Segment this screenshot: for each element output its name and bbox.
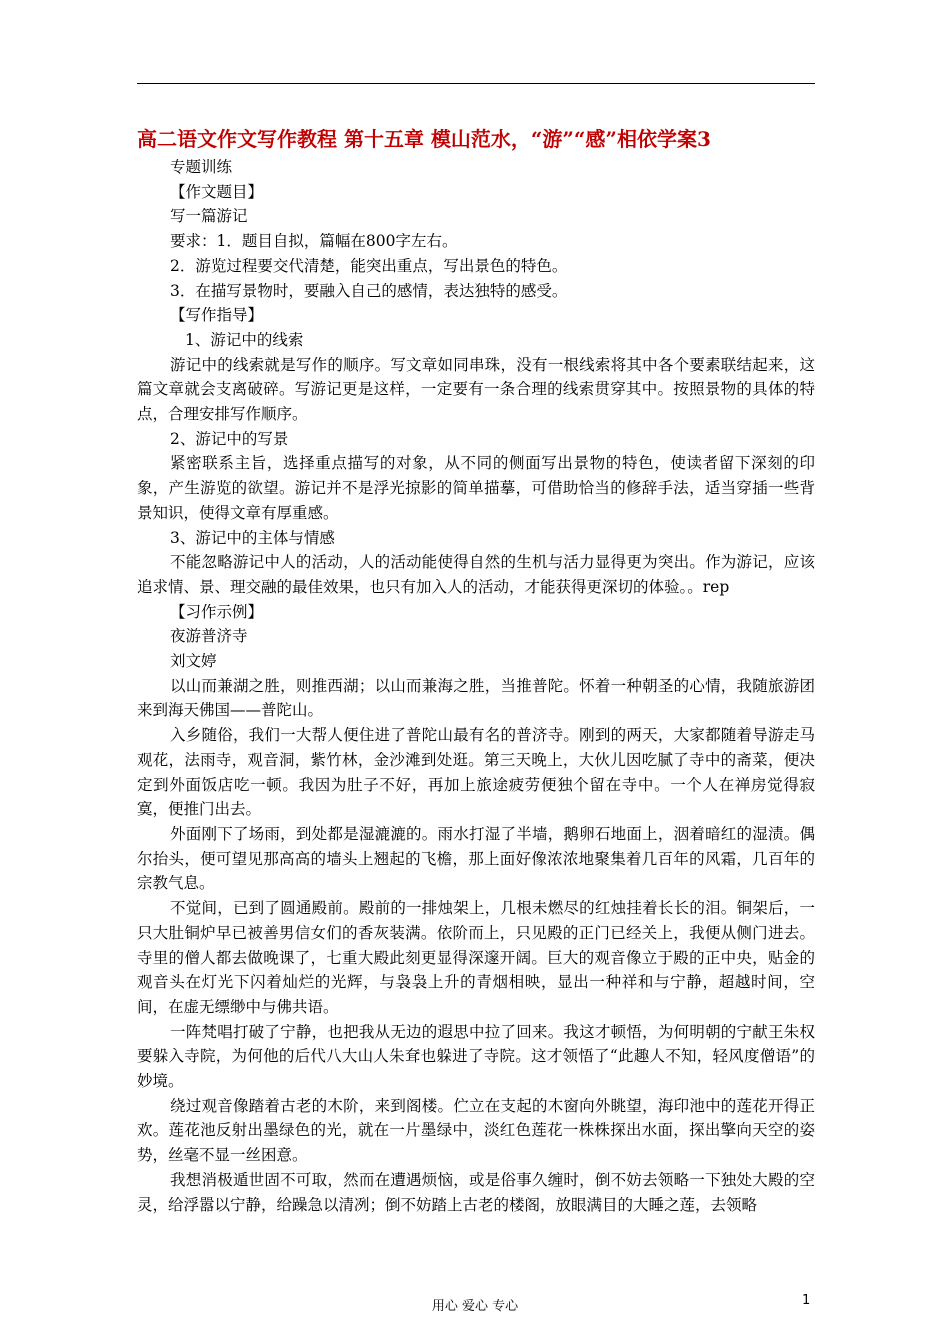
paragraph: 专题训练 [170,158,233,176]
document-title: 高二语文作文写作教程 第十五章 模山范水，“游”“感”相依学案3 [137,127,711,151]
section-heading: 3、游记中的主体与情感 [170,528,335,547]
paragraph: 不觉间，已到了圆通殿前。殿前的一排烛架上，几根未燃尽的红烛挂着长长的泪。铜架后，一只大肚铜炉早已被善男信女们的香灰装满。依阶而上，只见殿的正门已经关上，我便从侧门进去。寺里的僧人都去做晚课了，七重大殿此刻更显得深邃开阔。巨大的观音像立于殿的正中央，贴金的观音头在灯光下闪着灿烂的光辉，与袅袅上升的青烟相映，显出一种祥和与宁静，超越时间，空间，在虚无缥缈中与佛共语。 [137,899,815,1016]
paragraph: 2．游览过程要交代清楚，能突出重点，写出景色的特色。 [170,256,568,275]
essay-author: 刘文婷 [170,652,217,671]
document-body [137,123,815,1217]
paragraph: 【习作示例】 [170,602,264,621]
paragraph: 我想消极遁世固不可取，然而在遭遇烦恼，或是俗事久缠时，倒不妨去领略一下独处大殿的空灵，给浮嚣以宁静，给躁急以清冽；倒不妨踏上古老的楼阁，放眼满目的大睡之莲，去领略 [137,1170,815,1214]
section-heading: 2、游记中的写景 [170,429,289,448]
essay-title: 夜游普济寺 [170,627,248,646]
paragraph: 入乡随俗，我们一大帮人便住进了普陀山最有名的普济寺。刚到的两天，大家都随着导游走马观花，法雨寺，观音洞，紫竹林，金沙滩到处逛。第三天晚上，大伙儿因吃腻了寺中的斋菜，便决定到外面饭店吃一顿。我因为肚子不好，再加上旅途疲劳便独个留在寺中。一个人在禅房觉得寂寞，便推门出去。 [137,726,815,819]
paragraph: 游记中的线索就是写作的顺序。写文章如同串珠，没有一根线索将其中各个要素联结起来，这篇文章就会支离破碎。写游记更是这样，一定要有一条合理的线索贯穿其中。按照景物的具体的特点，合理安排写作顺序。 [137,355,815,424]
paragraph: 【作文题目】 [170,182,264,201]
paragraph: 以山而兼湖之胜，则推西湖；以山而兼海之胜，当推普陀。怀着一种朝圣的心情，我随旅游团来到海天佛国——普陀山。 [137,676,815,720]
paragraph: 外面刚下了场雨，到处都是湿漉漉的。雨水打湿了半墙，鹅卵石地面上，洇着暗红的湿渍。偶尔抬头，便可望见那高高的墙头上翘起的飞檐，那上面好像浓浓地聚集着几百年的风霜，几百年的宗教气息。 [137,824,815,893]
paragraph: 绕过观音像踏着古老的木阶，来到阁楼。伫立在支起的木窗向外眺望，海印池中的莲花开得正欢。莲花池反射出墨绿色的光，就在一片墨绿中，淡红色莲花一株株探出水面，探出擎向天空的姿势，丝毫不显一丝困意。 [137,1096,815,1165]
section-heading: 1、游记中的线索 [185,330,304,349]
paragraph: 3．在描写景物时，要融入自己的感情，表达独特的感受。 [170,281,568,300]
paragraph: 一阵梵唱打破了宁静，也把我从无边的遐思中拉了回来。我这才顿悟，为何明朝的宁献王朱权要躲入寺院，为何他的后代八大山人朱耷也躲进了寺院。这才领悟了“此趣人不知，轻风度僧语”的妙境。 [137,1022,815,1091]
paragraph: 不能忽略游记中人的活动，人的活动能使得自然的生机与活力显得更为突出。作为游记，应该追求情、景、理交融的最佳效果，也只有加入人的活动，才能获得更深切的体验。。rep [137,553,815,596]
header-rule [137,83,815,84]
paragraph: 写一篇游记 [170,207,248,226]
paragraph: 紧密联系主旨，选择重点描写的对象，从不同的侧面写出景物的特色，使读者留下深刻的印象，产生游览的欲望。游记并不是浮光掠影的简单描摹，可借助恰当的修辞手法，适当穿插一些背景知识，使得文章有厚重感。 [137,454,815,522]
paragraph: 要求：1．题目自拟，篇幅在800字左右。 [170,232,458,251]
page-number: 1 [802,1293,811,1308]
paragraph: 【写作指导】 [170,306,264,325]
page-footer: 用心 爱心 专心 [431,1299,519,1314]
